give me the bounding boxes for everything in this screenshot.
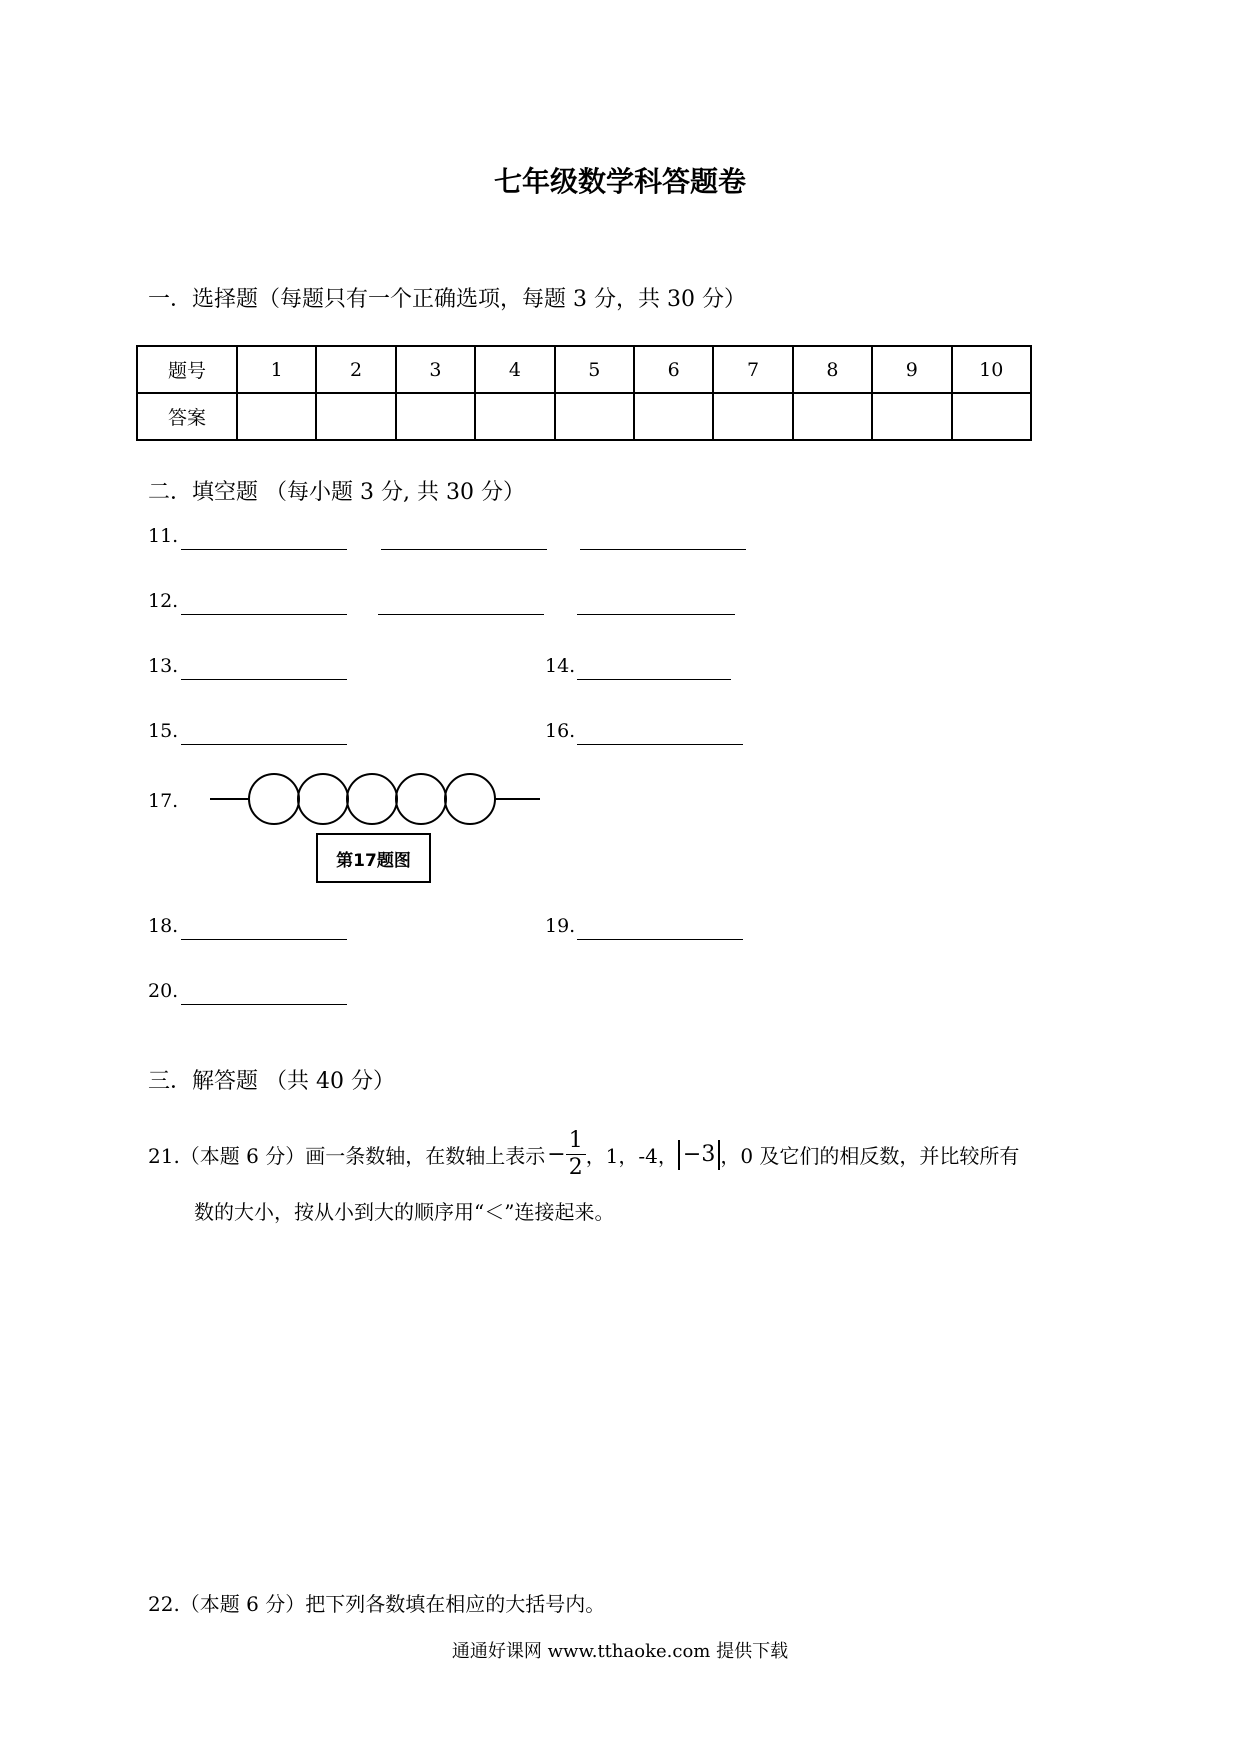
answer-blank[interactable] (577, 938, 743, 940)
answer-cell[interactable] (555, 393, 634, 440)
section-2-heading: 二．填空题 （每小题 3 分, 共 30 分） (148, 480, 525, 505)
table-row-answers (137, 393, 1031, 440)
beads-figure (205, 770, 545, 830)
section-3-heading: 三．解答题 （共 40 分） (148, 1069, 395, 1094)
section-1-heading: 一．选择题（每题只有一个正确选项，每题 3 分，共 30 分） (148, 287, 746, 312)
question-number-cell: 2 (316, 346, 395, 393)
answer-table (136, 345, 1032, 441)
question-18-number: 18. (148, 915, 179, 937)
figure-17-caption: 第17题图 (316, 833, 431, 883)
answer-cell[interactable] (237, 393, 316, 440)
figure-circle (249, 774, 299, 824)
page-title: 七年级数学科答题卷 (493, 165, 746, 198)
answer-blank[interactable] (181, 938, 347, 940)
answer-cell[interactable] (396, 393, 475, 440)
answer-blank[interactable] (181, 548, 347, 550)
question-21-suffix: ，0 及它们的相反数，并比较所有 (720, 1144, 1020, 1168)
answer-blank[interactable] (580, 548, 746, 550)
question-22-text: 22.（本题 6 分）把下列各数填在相应的大括号内。 (148, 1592, 606, 1616)
table-row-numbers (137, 346, 1031, 393)
row-label-question-number: 题号 (137, 346, 237, 393)
question-16-number: 16. (545, 720, 576, 742)
answer-blank[interactable] (378, 613, 544, 615)
question-17-number: 17. (148, 790, 179, 812)
row-label-answer: 答案 (137, 393, 237, 440)
question-number-cell: 10 (952, 346, 1031, 393)
answer-cell[interactable] (316, 393, 395, 440)
absolute-value-expression: −3 (678, 1140, 720, 1170)
question-number-cell: 5 (555, 346, 634, 393)
negative-sign: − (547, 1142, 566, 1167)
figure-circle (298, 774, 348, 824)
figure-circle (445, 774, 495, 824)
answer-blank[interactable] (577, 743, 743, 745)
question-20-number: 20. (148, 980, 179, 1002)
answer-cell[interactable] (793, 393, 872, 440)
answer-cell[interactable] (634, 393, 713, 440)
answer-cell[interactable] (872, 393, 951, 440)
page-footer: 通通好课网 www.tthaoke.com 提供下载 (451, 1641, 789, 1662)
answer-cell[interactable] (713, 393, 792, 440)
question-number-cell: 8 (793, 346, 872, 393)
question-number-cell: 9 (872, 346, 951, 393)
question-11-number: 11. (148, 525, 179, 547)
question-21-line-1 (148, 1128, 1019, 1181)
answer-blank[interactable] (577, 613, 735, 615)
answer-blank[interactable] (181, 678, 347, 680)
question-number-cell: 6 (634, 346, 713, 393)
answer-blank[interactable] (181, 1003, 347, 1005)
question-21-line-2: 数的大小，按从小到大的顺序用“＜”连接起来。 (194, 1200, 615, 1224)
question-13-number: 13. (148, 655, 179, 677)
fraction-denominator: 2 (568, 1155, 583, 1180)
question-12-number: 12. (148, 590, 179, 612)
answer-blank[interactable] (181, 743, 347, 745)
fraction-one-half (566, 1128, 586, 1181)
question-number-cell: 4 (475, 346, 554, 393)
answer-cell[interactable] (952, 393, 1031, 440)
answer-blank[interactable] (577, 678, 731, 680)
question-number-cell: 1 (237, 346, 316, 393)
answer-blank[interactable] (381, 548, 547, 550)
figure-circle (347, 774, 397, 824)
question-number-cell: 7 (713, 346, 792, 393)
fraction-numerator: 1 (566, 1128, 586, 1155)
question-number-cell: 3 (396, 346, 475, 393)
answer-cell[interactable] (475, 393, 554, 440)
figure-circle (396, 774, 446, 824)
question-21-prefix: 21.（本题 6 分）画一条数轴，在数轴上表示 (148, 1144, 546, 1168)
question-14-number: 14. (545, 655, 576, 677)
question-21-mid: ，1，-4， (585, 1144, 678, 1168)
question-19-number: 19. (545, 915, 576, 937)
answer-blank[interactable] (181, 613, 347, 615)
question-15-number: 15. (148, 720, 179, 742)
